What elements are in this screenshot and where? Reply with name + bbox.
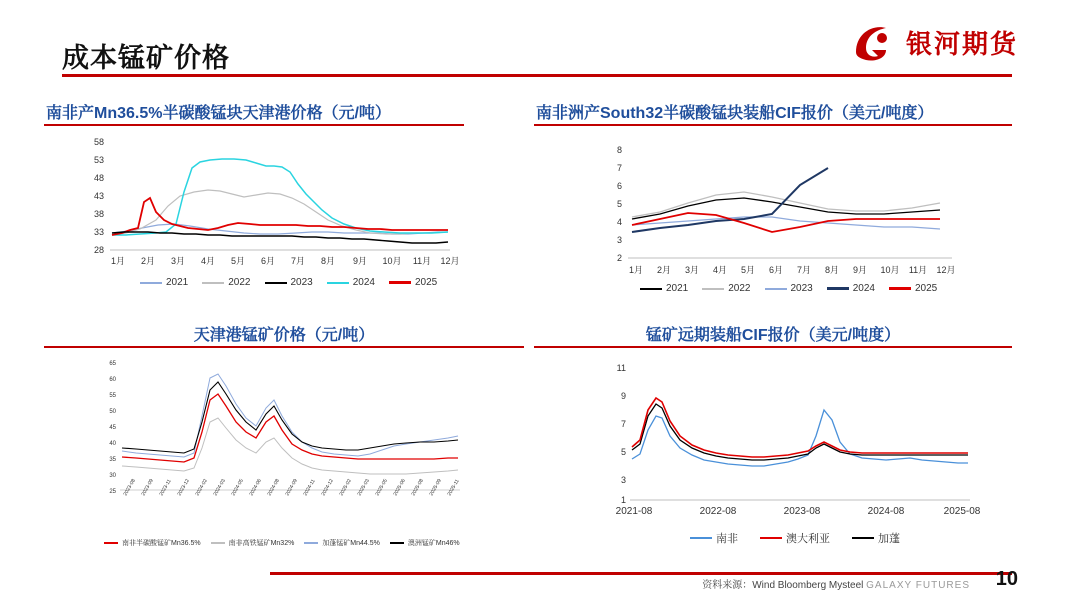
chart-3-plot (90, 356, 510, 531)
legend-swatch-icon (760, 537, 782, 539)
svg-text:2023-08: 2023-08 (122, 478, 137, 497)
svg-text:43: 43 (93, 191, 104, 201)
svg-text:58: 58 (93, 137, 104, 147)
chart-2-legend (640, 283, 937, 294)
legend-item (104, 538, 201, 548)
legend-swatch-icon (702, 288, 724, 290)
galaxy-logo-icon (852, 22, 896, 62)
svg-text:2月: 2月 (656, 265, 672, 275)
svg-text:2023-11: 2023-11 (158, 478, 173, 497)
chart-1-plot (60, 132, 520, 287)
svg-text:2025-03: 2025-03 (356, 478, 371, 497)
svg-text:2023-12: 2023-12 (176, 478, 191, 497)
legend-item (690, 530, 738, 546)
chart-title-2-underline (534, 124, 1012, 126)
svg-text:45: 45 (109, 425, 116, 431)
legend-swatch-icon (389, 281, 411, 284)
legend-swatch-icon (640, 288, 662, 290)
svg-text:2025-02: 2025-02 (338, 478, 353, 497)
chart-title-4: 锰矿远期装船CIF报价（美元/吨度） (645, 327, 901, 344)
svg-text:2025-08: 2025-08 (943, 506, 981, 517)
footer-divider (270, 572, 1012, 575)
legend-label: 加蓬锰矿Mn44.5% (322, 540, 380, 547)
legend-label: 2025 (915, 283, 938, 294)
legend-label: 2023 (790, 283, 813, 294)
svg-text:2024-03: 2024-03 (212, 478, 227, 497)
legend-item (640, 283, 688, 294)
svg-text:7: 7 (616, 163, 622, 173)
source-brand: GALAXY FUTURES (866, 580, 970, 591)
svg-text:2025-08: 2025-08 (410, 478, 425, 497)
svg-text:11: 11 (616, 363, 626, 373)
svg-text:2023-08: 2023-08 (783, 506, 821, 517)
svg-text:3月: 3月 (684, 265, 700, 275)
legend-swatch-icon (390, 542, 404, 544)
svg-text:2025-06: 2025-06 (392, 478, 407, 497)
brand-logo (852, 22, 1018, 62)
legend-swatch-icon (765, 288, 787, 290)
svg-text:2025-05: 2025-05 (374, 478, 389, 497)
legend-item (765, 283, 813, 294)
brand-name: 银河期货 (905, 28, 1018, 59)
legend-swatch-icon (327, 282, 349, 284)
legend-item (140, 277, 188, 288)
svg-text:7月: 7月 (290, 256, 306, 266)
chart-4-plot (600, 358, 1000, 523)
legend-swatch-icon (889, 287, 911, 290)
svg-text:2025-11: 2025-11 (446, 478, 461, 497)
svg-text:53: 53 (93, 155, 104, 165)
svg-text:10月: 10月 (382, 256, 402, 266)
svg-text:2024-09: 2024-09 (284, 478, 299, 497)
legend-label: 2022 (228, 277, 251, 288)
svg-text:28: 28 (93, 245, 104, 255)
legend-item (202, 277, 250, 288)
legend-item (889, 283, 937, 294)
svg-text:2024-02: 2024-02 (194, 478, 209, 497)
svg-text:7月: 7月 (796, 265, 812, 275)
legend-swatch-icon (690, 537, 712, 539)
legend-label: 2022 (728, 283, 751, 294)
title-divider (62, 74, 1012, 77)
legend-item (265, 277, 313, 288)
svg-text:2025-09: 2025-09 (428, 478, 443, 497)
svg-text:7: 7 (620, 419, 626, 429)
legend-label: 澳大利亚 (786, 533, 830, 545)
chart-1-legend (140, 277, 437, 288)
chart-title-2: 南非洲产South32半碳酸锰块装船CIF报价（美元/吨度） (536, 105, 934, 122)
legend-label: 2023 (290, 277, 313, 288)
legend-item (702, 283, 750, 294)
page-title: 成本锰矿价格 (62, 43, 230, 73)
svg-text:48: 48 (93, 173, 104, 183)
svg-text:60: 60 (109, 377, 116, 383)
legend-label: 2021 (166, 277, 189, 288)
svg-text:8月: 8月 (824, 265, 840, 275)
svg-text:5: 5 (616, 199, 622, 209)
chart-3-legend (104, 538, 460, 548)
svg-text:2022-08: 2022-08 (699, 506, 737, 517)
svg-text:38: 38 (93, 209, 104, 219)
svg-text:12月: 12月 (440, 256, 460, 266)
legend-item (852, 530, 900, 546)
legend-label: 2021 (666, 283, 689, 294)
svg-text:12月: 12月 (936, 265, 956, 275)
svg-text:2021-08: 2021-08 (615, 506, 653, 517)
legend-label: 2025 (415, 277, 438, 288)
legend-item (760, 530, 830, 546)
svg-text:4: 4 (616, 217, 622, 227)
svg-text:4月: 4月 (200, 256, 216, 266)
legend-swatch-icon (304, 542, 318, 544)
chart-title-3-underline (44, 346, 524, 348)
svg-text:2: 2 (616, 253, 622, 263)
chart-title-1: 南非产Mn36.5%半碳酸锰块天津港价格（元/吨） (46, 105, 391, 122)
legend-swatch-icon (827, 287, 849, 290)
svg-text:1月: 1月 (110, 256, 126, 266)
chart-2-plot (600, 140, 1000, 290)
svg-text:10月: 10月 (880, 265, 900, 275)
svg-text:6: 6 (616, 181, 622, 191)
legend-label: 南非半碳酸锰矿Mn36.5% (122, 540, 201, 547)
chart-title-3: 天津港锰矿价格（元/吨） (193, 327, 375, 344)
legend-label: 加蓬 (878, 533, 900, 545)
svg-text:8: 8 (616, 145, 622, 155)
legend-item (390, 538, 460, 548)
legend-item (211, 538, 295, 548)
svg-text:1月: 1月 (628, 265, 644, 275)
svg-text:55: 55 (109, 393, 116, 399)
legend-swatch-icon (211, 542, 225, 544)
svg-text:2024-06: 2024-06 (248, 478, 263, 497)
svg-text:5: 5 (620, 447, 626, 457)
legend-item (389, 277, 437, 288)
svg-text:3月: 3月 (170, 256, 186, 266)
legend-swatch-icon (202, 282, 224, 284)
legend-swatch-icon (104, 542, 118, 544)
svg-text:3: 3 (620, 475, 626, 485)
svg-text:11月: 11月 (908, 265, 928, 275)
svg-text:9月: 9月 (352, 256, 368, 266)
svg-text:33: 33 (93, 227, 104, 237)
source-text: 资料来源：Wind Bloomberg Mysteel (702, 580, 864, 591)
page-number: 10 (995, 568, 1018, 590)
svg-text:30: 30 (109, 473, 116, 479)
svg-text:2024-08: 2024-08 (867, 506, 905, 517)
svg-text:9: 9 (620, 391, 626, 401)
svg-text:65: 65 (109, 361, 116, 367)
svg-text:9月: 9月 (852, 265, 868, 275)
svg-text:3: 3 (616, 235, 622, 245)
chart-4-legend (690, 530, 900, 546)
chart-title-1-underline (44, 124, 464, 126)
svg-text:1: 1 (620, 495, 626, 505)
legend-swatch-icon (852, 537, 874, 539)
chart-title-4-underline (534, 346, 1012, 348)
legend-item (304, 538, 380, 548)
legend-label: 澳洲锰矿Mn46% (407, 540, 460, 547)
legend-label: 2024 (352, 277, 375, 288)
svg-text:50: 50 (109, 409, 116, 415)
svg-text:8月: 8月 (320, 256, 336, 266)
svg-text:11月: 11月 (412, 256, 432, 266)
svg-text:2024-12: 2024-12 (320, 478, 335, 497)
svg-text:4月: 4月 (712, 265, 728, 275)
svg-text:2024-05: 2024-05 (230, 478, 245, 497)
svg-text:25: 25 (109, 489, 116, 495)
legend-label: 南非高铁锰矿Mn32% (228, 540, 295, 547)
legend-swatch-icon (265, 282, 287, 284)
svg-text:40: 40 (109, 441, 116, 447)
svg-text:5月: 5月 (740, 265, 756, 275)
svg-text:35: 35 (109, 457, 116, 463)
legend-label: 南非 (716, 533, 738, 545)
svg-text:5月: 5月 (230, 256, 246, 266)
svg-text:6月: 6月 (768, 265, 784, 275)
svg-text:2024-08: 2024-08 (266, 478, 281, 497)
legend-swatch-icon (140, 282, 162, 284)
svg-text:2024-11: 2024-11 (302, 478, 317, 497)
legend-item (327, 277, 375, 288)
legend-item (827, 283, 875, 294)
svg-text:6月: 6月 (260, 256, 276, 266)
source-note (702, 576, 970, 591)
svg-text:2月: 2月 (140, 256, 156, 266)
legend-label: 2024 (852, 283, 875, 294)
svg-text:2023-09: 2023-09 (140, 478, 155, 497)
